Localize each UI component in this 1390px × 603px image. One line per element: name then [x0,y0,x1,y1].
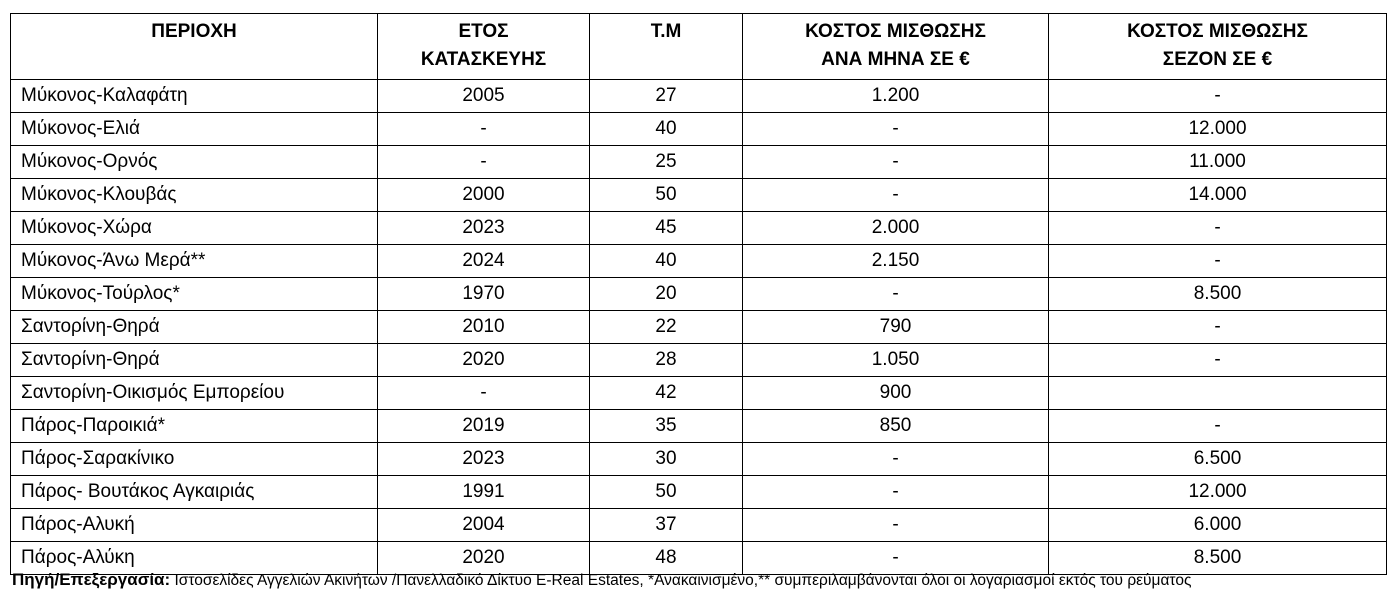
source-footnote [12,570,1191,590]
cell-square-meters: 42 [590,377,743,410]
cell-square-meters: 25 [590,146,743,179]
cell-square-meters: 28 [590,344,743,377]
cell-area: Πάρος-Παροικιά* [11,410,378,443]
cell-area: Μύκονος-Ορνός [11,146,378,179]
cell-area: Μύκονος-Χώρα [11,212,378,245]
table-row [11,278,1387,311]
cell-monthly-cost: - [743,476,1049,509]
table-row [11,245,1387,278]
cell-season-cost: - [1049,410,1387,443]
cell-area: Σαντορίνη-Θηρά [11,311,378,344]
source-text: Ιστοσελίδες Αγγελιών Ακινήτων /Πανελλαδικό Δίκτυο E-Real Estates, *Ανακαινισμένο,** συμπεριλαμβάνονται όλοι οι λογαριασμοί εκτός του ρεύματος [170,572,1192,589]
cell-monthly-cost: - [743,113,1049,146]
cell-monthly-cost: - [743,509,1049,542]
cell-year-built: 2023 [378,443,590,476]
cell-monthly-cost: - [743,146,1049,179]
cell-monthly-cost: 790 [743,311,1049,344]
cell-square-meters: 20 [590,278,743,311]
cell-monthly-cost: 2.150 [743,245,1049,278]
cell-year-built: - [378,146,590,179]
cell-year-built: 2020 [378,542,590,575]
cell-square-meters: 35 [590,410,743,443]
cell-monthly-cost: 850 [743,410,1049,443]
cell-monthly-cost: 1.050 [743,344,1049,377]
cell-area: Μύκονος-Άνω Μερά** [11,245,378,278]
header-year-built: ΕΤΟΣ ΚΑΤΑΣΚΕΥΗΣ [378,14,590,80]
table-header-row [11,14,1387,80]
cell-monthly-cost: 2.000 [743,212,1049,245]
header-season-cost: ΚΟΣΤΟΣ ΜΙΣΘΩΣΗΣ ΣΕΖΟΝ ΣΕ € [1049,14,1387,80]
cell-area: Μύκονος-Ελιά [11,113,378,146]
table-row [11,113,1387,146]
cell-season-cost: - [1049,344,1387,377]
table-row [11,146,1387,179]
cell-year-built: 2004 [378,509,590,542]
cell-season-cost: 8.500 [1049,542,1387,575]
cell-monthly-cost: - [743,443,1049,476]
cell-area: Πάρος-Αλυκή [11,509,378,542]
cell-season-cost: 12.000 [1049,113,1387,146]
rental-table-container [10,13,1387,575]
cell-square-meters: 27 [590,80,743,113]
cell-area: Πάρος-Αλύκη [11,542,378,575]
table-row [11,80,1387,113]
cell-monthly-cost: 900 [743,377,1049,410]
cell-monthly-cost: 1.200 [743,80,1049,113]
cell-monthly-cost: - [743,179,1049,212]
cell-season-cost [1049,377,1387,410]
cell-square-meters: 40 [590,245,743,278]
cell-area: Μύκονος-Καλαφάτη [11,80,378,113]
cell-season-cost: - [1049,212,1387,245]
table-row [11,443,1387,476]
cell-season-cost: - [1049,80,1387,113]
header-square-meters: Τ.Μ [590,14,743,80]
table-row [11,344,1387,377]
cell-season-cost: 6.000 [1049,509,1387,542]
cell-year-built: 2024 [378,245,590,278]
cell-season-cost: 12.000 [1049,476,1387,509]
cell-area: Πάρος- Βουτάκος Αγκαιριάς [11,476,378,509]
cell-season-cost: 11.000 [1049,146,1387,179]
cell-year-built: 2000 [378,179,590,212]
cell-square-meters: 45 [590,212,743,245]
header-area: ΠΕΡΙΟΧΗ [11,14,378,80]
cell-season-cost: - [1049,311,1387,344]
cell-square-meters: 40 [590,113,743,146]
cell-area: Πάρος-Σαρακίνικο [11,443,378,476]
cell-year-built: 1970 [378,278,590,311]
cell-square-meters: 22 [590,311,743,344]
cell-monthly-cost: - [743,542,1049,575]
cell-year-built: 1991 [378,476,590,509]
cell-year-built: - [378,377,590,410]
cell-season-cost: - [1049,245,1387,278]
table-row [11,476,1387,509]
cell-square-meters: 48 [590,542,743,575]
cell-square-meters: 50 [590,476,743,509]
cell-area: Μύκονος-Κλουβάς [11,179,378,212]
cell-year-built: 2023 [378,212,590,245]
table-row [11,509,1387,542]
cell-area: Σαντορίνη-Θηρά [11,344,378,377]
table-row [11,410,1387,443]
rental-cost-table [10,13,1387,575]
cell-year-built: 2010 [378,311,590,344]
cell-year-built: 2019 [378,410,590,443]
table-body [11,80,1387,575]
table-row [11,179,1387,212]
cell-monthly-cost: - [743,278,1049,311]
cell-square-meters: 50 [590,179,743,212]
cell-year-built: - [378,113,590,146]
cell-year-built: 2020 [378,344,590,377]
cell-square-meters: 37 [590,509,743,542]
cell-area: Μύκονος-Τούρλος* [11,278,378,311]
source-label: Πηγή/Επεξεργασία: [12,570,171,589]
cell-area: Σαντορίνη-Οικισμός Εμπορείου [11,377,378,410]
table-row [11,377,1387,410]
table-row [11,311,1387,344]
cell-season-cost: 6.500 [1049,443,1387,476]
cell-year-built: 2005 [378,80,590,113]
header-monthly-cost: ΚΟΣΤΟΣ ΜΙΣΘΩΣΗΣ ΑΝΑ ΜΗΝΑ ΣΕ € [743,14,1049,80]
table-row [11,212,1387,245]
cell-season-cost: 8.500 [1049,278,1387,311]
cell-season-cost: 14.000 [1049,179,1387,212]
cell-square-meters: 30 [590,443,743,476]
